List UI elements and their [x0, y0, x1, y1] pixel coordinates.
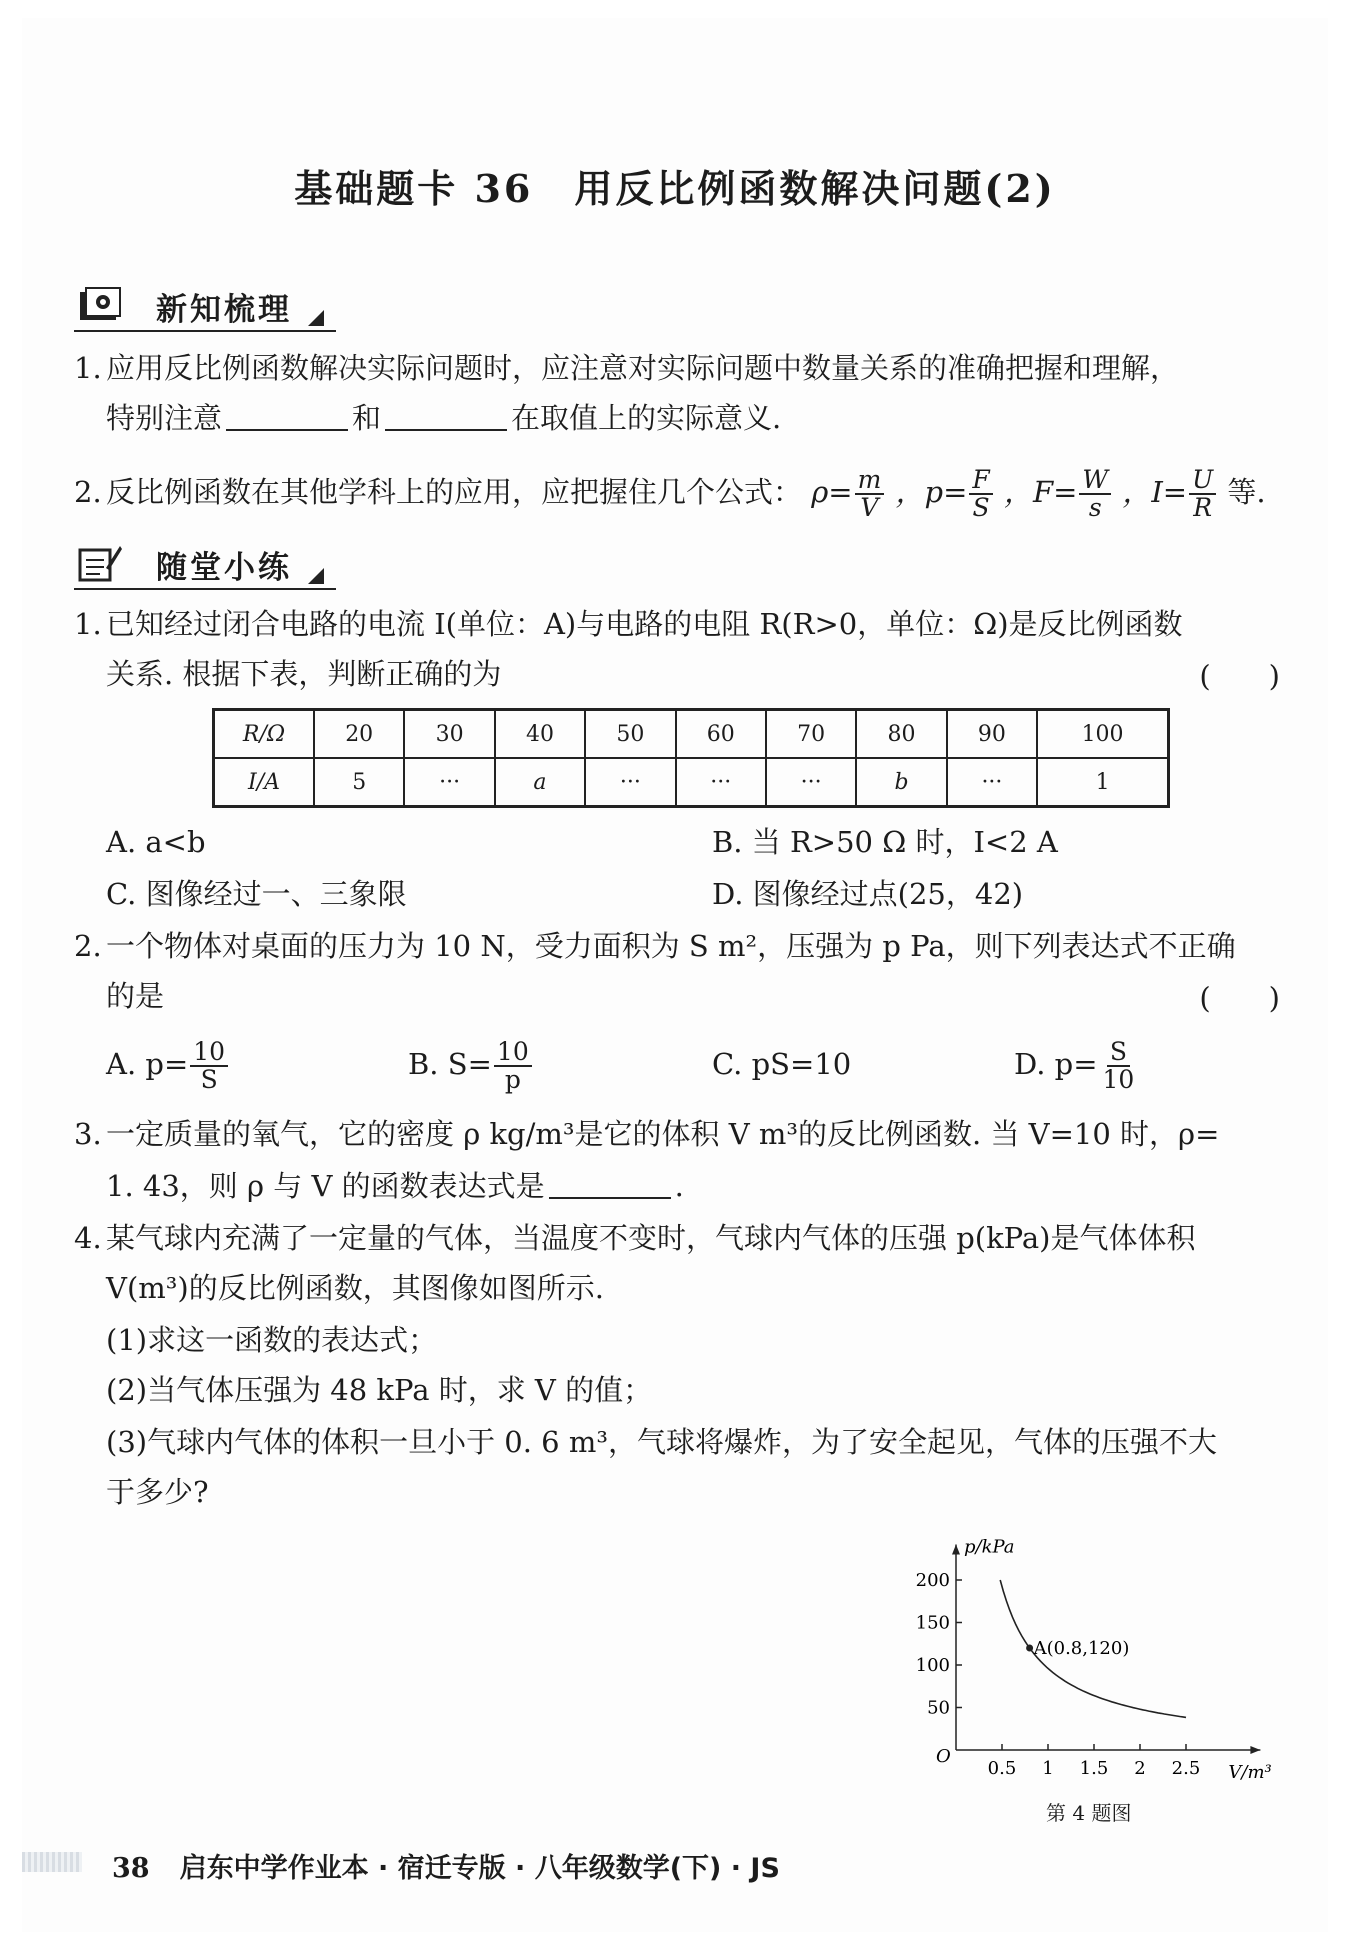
question-4: 4. 某气球内充满了一定量的气体，当温度不变时，气球内气体的压强 p(kPa)是气体体积: [74, 1221, 1196, 1255]
page-number: 38: [112, 1853, 150, 1884]
pressure-volume-chart: [900, 1520, 1280, 1820]
table-cell: ···: [404, 758, 494, 807]
footer-barcode-mark: [22, 1852, 82, 1872]
table-cell: ···: [766, 758, 856, 807]
question-1: 1. 已知经过闭合电路的电流 I(单位：A)与电路的电阻 R(R>0，单位：Ω)是反比例函数: [74, 607, 1183, 641]
q2-option-d[interactable]: D. p= $\frac{S}{10}$: [1014, 1037, 1135, 1094]
table-cell: ···: [676, 758, 766, 807]
answer-blank[interactable]: [549, 1171, 671, 1199]
table-row: [214, 710, 1169, 759]
table-cell: 5: [314, 758, 404, 807]
question-1-cont: 关系. 根据下表，判断正确的为: [106, 657, 502, 691]
footer: [112, 1846, 780, 1885]
heading-underline: [74, 588, 336, 590]
question-3: 3. 一定质量的氧气，它的密度 ρ kg/m³是它的体积 V m³的反比例函数. 当 V=10 时，ρ=: [74, 1117, 1220, 1151]
question-3-cont: 1. 43，则 ρ 与 V 的函数表达式是 .: [106, 1169, 684, 1203]
heading-underline: [74, 330, 336, 332]
table-cell: 50: [585, 710, 675, 759]
section-heading-new-knowledge: [74, 280, 338, 332]
answer-parentheses[interactable]: ( ): [1199, 981, 1280, 1015]
knowledge-item-1-cont: 特别注意 和 在取值上的实际意义.: [106, 401, 782, 435]
q2-option-c[interactable]: C. pS=10: [712, 1047, 852, 1081]
origin-label: O: [936, 1746, 951, 1767]
x-tick-label: 2: [1134, 1758, 1146, 1779]
resistance-current-table: [212, 708, 1170, 808]
formula-density: $\frac{m}{V}$: [855, 467, 885, 521]
table-cell: 1: [1037, 758, 1168, 807]
table-cell: 30: [404, 710, 494, 759]
formula-current: $\frac{U}{R}$: [1189, 467, 1216, 521]
table-cell: a: [495, 758, 585, 807]
table-header-cell: R/Ω: [214, 710, 315, 759]
x-axis-label: V/m³: [1228, 1762, 1272, 1783]
answer-blank[interactable]: [385, 403, 507, 431]
x-tick-label: 2.5: [1171, 1758, 1201, 1779]
formula-force: $\frac{W}{s}$: [1079, 467, 1111, 521]
point-a: [1026, 1645, 1033, 1652]
y-tick-label: 200: [915, 1570, 950, 1591]
figure-caption: 第 4 题图: [1046, 1801, 1132, 1825]
table-cell: b: [856, 758, 946, 807]
table-cell: 80: [856, 710, 946, 759]
section-heading-practice: [74, 538, 338, 590]
table-cell: 60: [676, 710, 766, 759]
table-cell: ···: [585, 758, 675, 807]
y-axis-label: p/kPa: [964, 1536, 1015, 1558]
question-4-part-1: (1)求这一函数的表达式；: [106, 1323, 438, 1357]
x-tick-label: 1: [1042, 1758, 1054, 1779]
q2-option-b[interactable]: B. S= $\frac{10}{p}$: [408, 1034, 534, 1094]
q1-option-c[interactable]: C. 图像经过一、三象限: [106, 877, 407, 911]
knowledge-item-2: 2. 反比例函数在其他学科上的应用，应把握住几个公式： ρ= $\frac{m}{V}$ ，p= $\frac{F}{S}$ ，F= $\frac{W}{s}$ ，I= $\frac{U}{R}$ 等.: [74, 465, 1266, 522]
point-a-label: A(0.8,120): [1033, 1638, 1130, 1659]
question-4-part-2: (2)当气体压强为 48 kPa 时，求 V 的值；: [106, 1373, 653, 1407]
q1-option-b[interactable]: B. 当 R>50 Ω 时，I<2 A: [712, 825, 1058, 859]
table-cell: 20: [314, 710, 404, 759]
page-title: 基础题卡 36 用反比例函数解决问题(2): [294, 166, 1056, 211]
answer-blank[interactable]: [226, 403, 348, 431]
table-cell: 100: [1037, 710, 1168, 759]
x-axis-arrow-icon: [1250, 1746, 1260, 1754]
table-cell: 90: [947, 710, 1037, 759]
q1-option-a[interactable]: A. a<b: [106, 825, 206, 859]
knowledge-item-1: 1. 应用反比例函数解决实际问题时，应注意对实际问题中数量关系的准确把握和理解，: [74, 351, 1180, 385]
question-4-part-3-cont: 于多少?: [106, 1475, 209, 1509]
question-4-cont: V(m³)的反比例函数，其图像如图所示.: [106, 1271, 604, 1305]
footer-text: 启东中学作业本 · 宿迁专版 · 八年级数学(下) · JS: [179, 1853, 780, 1884]
notebook-pen-icon: [78, 544, 122, 582]
table-cell: 40: [495, 710, 585, 759]
heading-triangle-icon: [308, 568, 324, 584]
y-axis-arrow-icon: [952, 1545, 960, 1555]
y-tick-label: 100: [915, 1655, 950, 1676]
x-tick-label: 0.5: [987, 1758, 1017, 1779]
table-cell: 70: [766, 710, 856, 759]
table-header-cell: I/A: [214, 758, 315, 807]
formula-pressure: $\frac{F}{S}$: [969, 467, 992, 521]
answer-parentheses[interactable]: ( ): [1199, 659, 1280, 693]
book-icon: [78, 286, 122, 324]
y-tick-label: 150: [915, 1612, 950, 1634]
heading-triangle-icon: [308, 310, 324, 326]
table-row: [214, 758, 1169, 807]
x-tick-label: 1.5: [1079, 1758, 1109, 1779]
question-4-part-3: (3)气球内气体的体积一旦小于 0. 6 m³，气球将爆炸，为了安全起见，气体的压强不大: [106, 1425, 1217, 1459]
section-heading-text: 随堂小练: [156, 550, 292, 586]
q2-option-a[interactable]: A. p= $\frac{10}{S}$: [106, 1034, 230, 1094]
section-heading-text: 新知梳理: [156, 292, 292, 328]
table-cell: ···: [947, 758, 1037, 807]
y-tick-label: 50: [927, 1697, 950, 1719]
question-2-cont: 的是: [106, 979, 165, 1013]
question-2: 2. 一个物体对桌面的压力为 10 N，受力面积为 S m²，压强为 p Pa，则下列表达式不正确: [74, 929, 1236, 963]
q1-option-d[interactable]: D. 图像经过点(25，42): [712, 877, 1024, 911]
